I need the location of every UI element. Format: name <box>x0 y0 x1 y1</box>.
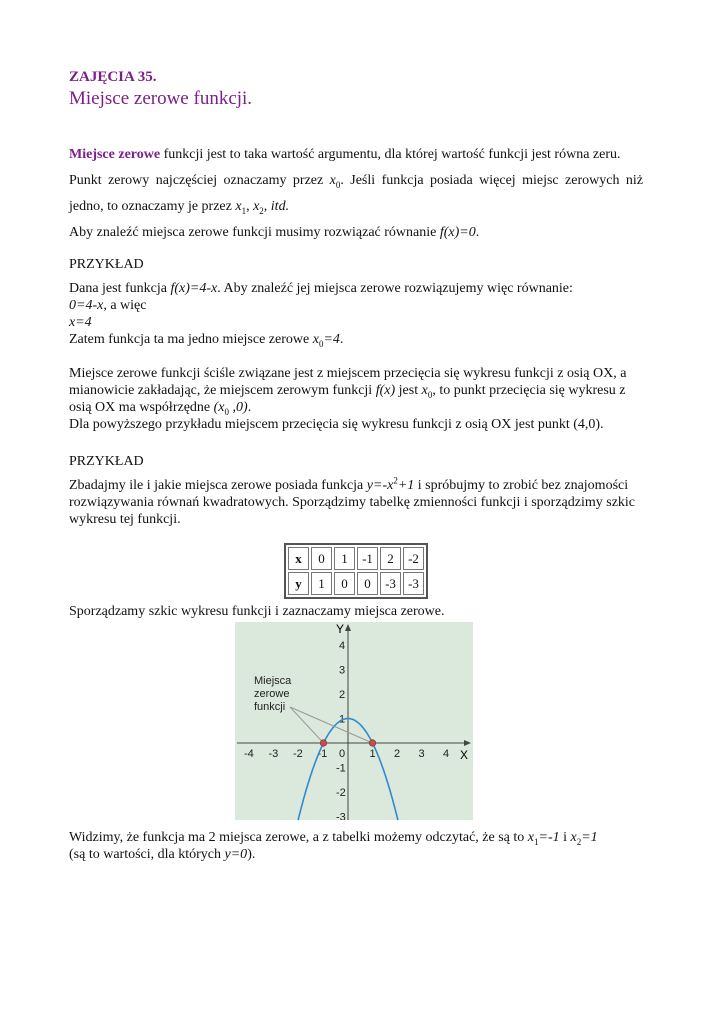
conclusion-paragraph: Widzimy, że funkcja ma 2 miejsca zerowe, a z tabelki możemy odczytać, że są to $x_1=-1$ i $x_2=1$ (są to wartości, dla których y=0). <box>69 830 598 862</box>
table-cell: 0 <box>357 572 378 595</box>
table-cell: -1 <box>357 547 378 570</box>
y-tick-label: 1 <box>339 713 346 726</box>
equation-paragraph: Aby znaleźć miejsca zerowe funkcji musimy rozwiązać równanie f(x)=0. <box>69 225 480 240</box>
x-tick-label: -4 <box>244 748 254 760</box>
x-tick-label: 3 <box>418 748 425 760</box>
definition-paragraph: Miejsce zerowe funkcji jest to taka wartość argumentu, dla której wartość funkcji jest równa zeru. <box>69 147 621 162</box>
notation-paragraph: Punkt zerowy najczęściej oznaczamy przez $x_0$. Jeśli funkcja posiada więcej miejsc zerowych niż jedno, to oznaczamy je przez $x_1$, $x_2$, itd. <box>69 173 643 216</box>
annotation-text: funkcji <box>254 701 286 713</box>
keyword-miejsce-zerowe: Miejsce zerowe <box>69 147 161 162</box>
x-tick-label: 4 <box>443 748 450 760</box>
graph-intro: Sporządzamy szkic wykresu funkcji i zaznaczamy miejsca zerowe. <box>69 604 445 619</box>
y-tick-label: 2 <box>339 689 346 701</box>
graph-wrap <box>69 622 643 825</box>
x-tick-label: 1 <box>369 748 376 760</box>
y-tick-label: 4 <box>339 640 346 652</box>
example1-body: Dana jest funkcja f(x)=4-x. Aby znaleźć jej miejsca zerowe rozwiązujemy więc równanie: 0=4-x, a więc x=4 Zatem funkcja ta ma jedno miejsce zerowe $x_0=4$. <box>69 281 573 349</box>
table-cell: 1 <box>334 547 355 570</box>
table-row-x <box>288 547 424 570</box>
zero-point-marker <box>320 740 327 747</box>
lesson-title: Miejsce zerowe funkcji. <box>69 88 253 109</box>
annotation-text: Miejsca <box>254 675 292 687</box>
y-tick-label: -3 <box>336 811 346 820</box>
table-row-y <box>288 572 424 595</box>
x-tick-label: -3 <box>268 748 279 760</box>
table-cell: 0 <box>311 547 332 570</box>
x-tick-label: 0 <box>339 748 346 760</box>
value-table <box>284 543 428 599</box>
y-axis-label: Y <box>336 622 345 636</box>
x-axis-label: X <box>460 748 469 762</box>
y-tick-label: -1 <box>336 762 346 775</box>
example2-body: Zbadajmy ile i jakie miejsca zerowe posiada funkcja $y=-x^2+1$ i spróbujmy to zrobić bez znajomości rozwiązywania równań kwadratowych. Sporządzimy tabelkę zmienności funkcji i sporządzimy szkic wykresu tej funkcji. <box>69 475 636 527</box>
lesson-number: ZAJĘCIA 35. <box>69 69 157 85</box>
table-cell: 1 <box>311 572 332 595</box>
function-graph <box>235 622 473 820</box>
zero-point-marker <box>369 740 376 747</box>
table-cell: 0 <box>334 572 355 595</box>
x-tick-label: -1 <box>317 748 328 760</box>
example1-label: PRZYKŁAD <box>69 257 144 272</box>
table-cell: -2 <box>403 547 424 570</box>
intersection-paragraph: Miejsce zerowe funkcji ściśle związane jest z miejscem przecięcia się wykresu funkcji z osią OX, a mianowicie zakładając, że miejscem zerowym funkcji f(x) jest $x_0$, to punkt przecięcia się wykresu z osią OX ma współrzędne ($x_0$ ,0). Dla powyższego przykładu miejscem przecięcia się wykresu funkcji z osią OX jest punkt (4,0). <box>69 366 627 432</box>
graph-background <box>235 622 473 820</box>
table-cell: 2 <box>380 547 401 570</box>
value-table-wrap <box>69 543 643 599</box>
x-tick-label: 2 <box>394 748 401 760</box>
x-tick-label: -2 <box>293 748 303 760</box>
table-cell: y <box>288 572 309 595</box>
y-tick-label: -2 <box>336 787 346 799</box>
table-cell: -3 <box>380 572 401 595</box>
y-tick-label: 3 <box>339 664 346 677</box>
table-cell: -3 <box>403 572 424 595</box>
example2-label: PRZYKŁAD <box>69 454 144 469</box>
document-page <box>69 68 643 863</box>
table-cell: x <box>288 547 309 570</box>
annotation-text: zerowe <box>254 688 290 700</box>
